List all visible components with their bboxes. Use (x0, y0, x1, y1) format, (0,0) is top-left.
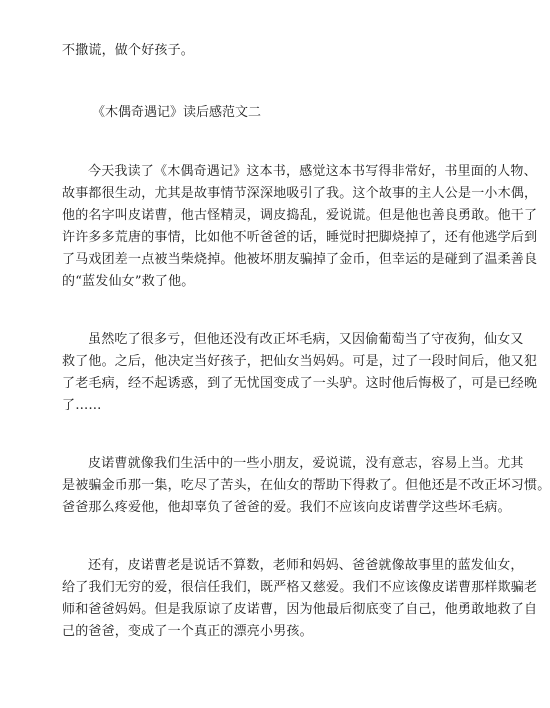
paragraph-line: 己的爸爸，变成了一个真正的漂亮小男孩。 (62, 624, 313, 639)
paragraph-line: 给了我们无穷的爱，很信任我们，既严格又慈爱。我们不应该像皮诺曹那样欺骗老 (62, 580, 538, 595)
paragraph-line: 还有，皮诺曹老是说话不算数，老师和妈妈、爸爸就像故事里的蓝发仙女， (88, 558, 524, 573)
paragraph-1 (62, 161, 538, 293)
paragraph-3 (62, 453, 550, 519)
paragraph-line: 救了他。之后，他决定当好孩子，把仙女当妈妈。可是，过了一段时间后，他又犯 (62, 354, 538, 369)
paragraph-line: 了马戏团差一点被当柴烧掉。他被坏朋友骗掉了金币，但幸运的是碰到了温柔善良 (62, 252, 538, 267)
intro-tail-line: 不撒谎，做个好孩子。 (62, 43, 195, 58)
paragraph-line: 师和爸爸妈妈。但是我原谅了皮诺曹，因为他最后彻底变了自己，他勇敢地救了自 (62, 602, 538, 617)
paragraph-line: 皮诺曹就像我们生活中的一些小朋友，爱说谎，没有意志，容易上当。尤其 (88, 456, 524, 471)
paragraph-2 (62, 329, 538, 417)
essay-title: 《木偶奇遇记》读后感范文二 (92, 105, 262, 120)
paragraph-line: 许许多多荒唐的事情，比如他不听爸爸的话，睡觉时把脚烧掉了，还有他逃学后到 (62, 230, 538, 245)
paragraph-4 (62, 555, 538, 643)
paragraph-line: 是被骗金币那一集，吃尽了苦头，在仙女的帮助下得救了。但他还是不改正坏习惯。 (62, 478, 550, 493)
paragraph-line: 了…… (62, 398, 102, 413)
paragraph-line: 了老毛病，经不起诱惑，到了无忧国变成了一头驴。这时他后悔极了，可是已经晚 (62, 376, 538, 391)
paragraph-line: 爸爸那么疼爱他，他却辜负了爸爸的爱。我们不应该向皮诺曹学这些坏毛病。 (62, 500, 511, 515)
paragraph-line: 的“蓝发仙女”救了他。 (62, 274, 195, 289)
paragraph-line: 虽然吃了很多亏，但他还没有改正坏毛病，又因偷葡萄当了守夜狗，仙女又 (88, 332, 524, 347)
paragraph-line: 故事都很生动，尤其是故事情节深深地吸引了我。这个故事的主人公是一小木偶， (62, 186, 538, 201)
paragraph-line: 今天我读了《木偶奇遇记》这本书，感觉这本书写得非常好，书里面的人物、 (88, 164, 537, 179)
paragraph-line: 他的名字叫皮诺曹，他古怪精灵，调皮捣乱，爱说谎。但是他也善良勇敢。他干了 (62, 208, 538, 223)
